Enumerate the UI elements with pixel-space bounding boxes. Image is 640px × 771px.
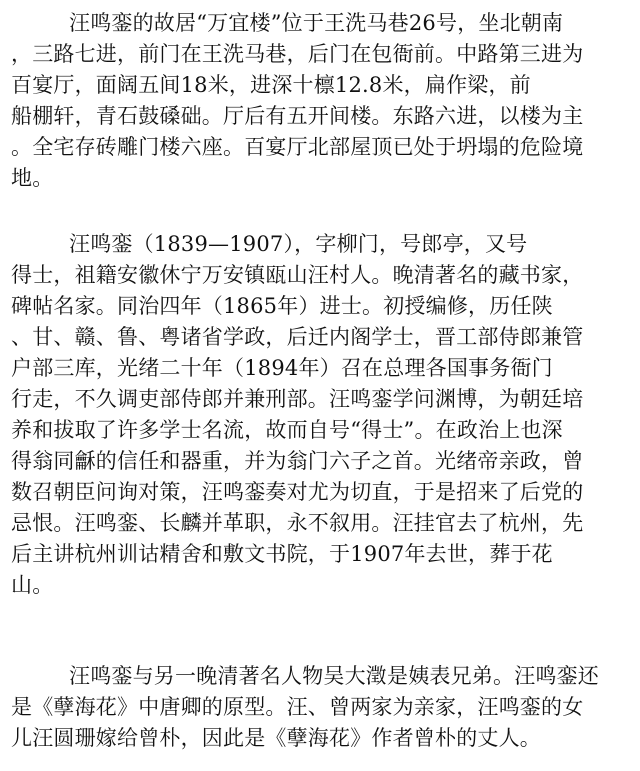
paragraph-former-residence [11,8,583,194]
text-line: 汪鸣銮的故居“万宜楼”位于王洗马巷26号，坐北朝南 [69,11,564,35]
text-line: 户部三库，光绪二十年（1894年）召在总理各国事务衙门 [11,356,553,380]
text-line: 后主讲杭州训诂精舍和敷文书院，于1907年去世，葬于花 [11,542,553,566]
text-line: 忌恨。汪鸣銮、长麟并革职，永不叙用。汪挂官去了杭州，先 [11,511,584,535]
text-line: 行走，不久调吏部侍郎并兼刑部。汪鸣銮学问渊博，为朝廷培 [11,387,584,411]
paragraph-biography [11,229,583,601]
text-line: 养和拔取了许多学士名流，故而自号“得士”。在政治上也深 [11,418,563,442]
text-line: 汪鸣銮与另一晚清著名人物吴大澂是姨表兄弟。汪鸣銮还 [69,664,599,688]
text-line: 。全宅存砖雕门楼六座。百宴厅北部屋顶已处于坍塌的危险境 [11,135,584,159]
text-line: 儿汪圆珊嫁给曾朴，因此是《孽海花》作者曾朴的丈人。 [11,726,541,750]
text-line: 碑帖名家。同治四年（1865年）进士。初授编修，历任陕 [11,294,553,318]
text-line: 数召朝臣问询对策，汪鸣銮奏对尤为切直，于是招来了后党的 [11,480,584,504]
text-line: 是《孽海花》中唐卿的原型。汪、曾两家为亲家，汪鸣銮的女 [11,695,584,719]
text-line: ，三路七进，前门在王洗马巷，后门在包衙前。中路第三进为 [11,42,584,66]
text-line: 、甘、赣、鲁、粤诸省学政，后迁内阁学士，晋工部侍郎兼管 [11,325,584,349]
text-line: 地。 [11,166,54,190]
text-line: 船棚轩，青石鼓磉础。厅后有五开间楼。东路六进，以楼为主 [11,104,584,128]
paragraph-relations [11,661,599,754]
text-line: 得士，祖籍安徽休宁万安镇瓯山汪村人。晚清著名的藏书家， [11,263,584,287]
text-line: 汪鸣銮（1839—1907），字柳门，号郎亭，又号 [69,232,528,256]
text-line: 得翁同龢的信任和器重，并为翁门六子之首。光绪帝亲政，曾 [11,449,584,473]
text-line: 山。 [11,573,54,597]
text-line: 百宴厅，面阔五间18米，进深十檩12.8米，扁作梁，前 [11,73,531,97]
